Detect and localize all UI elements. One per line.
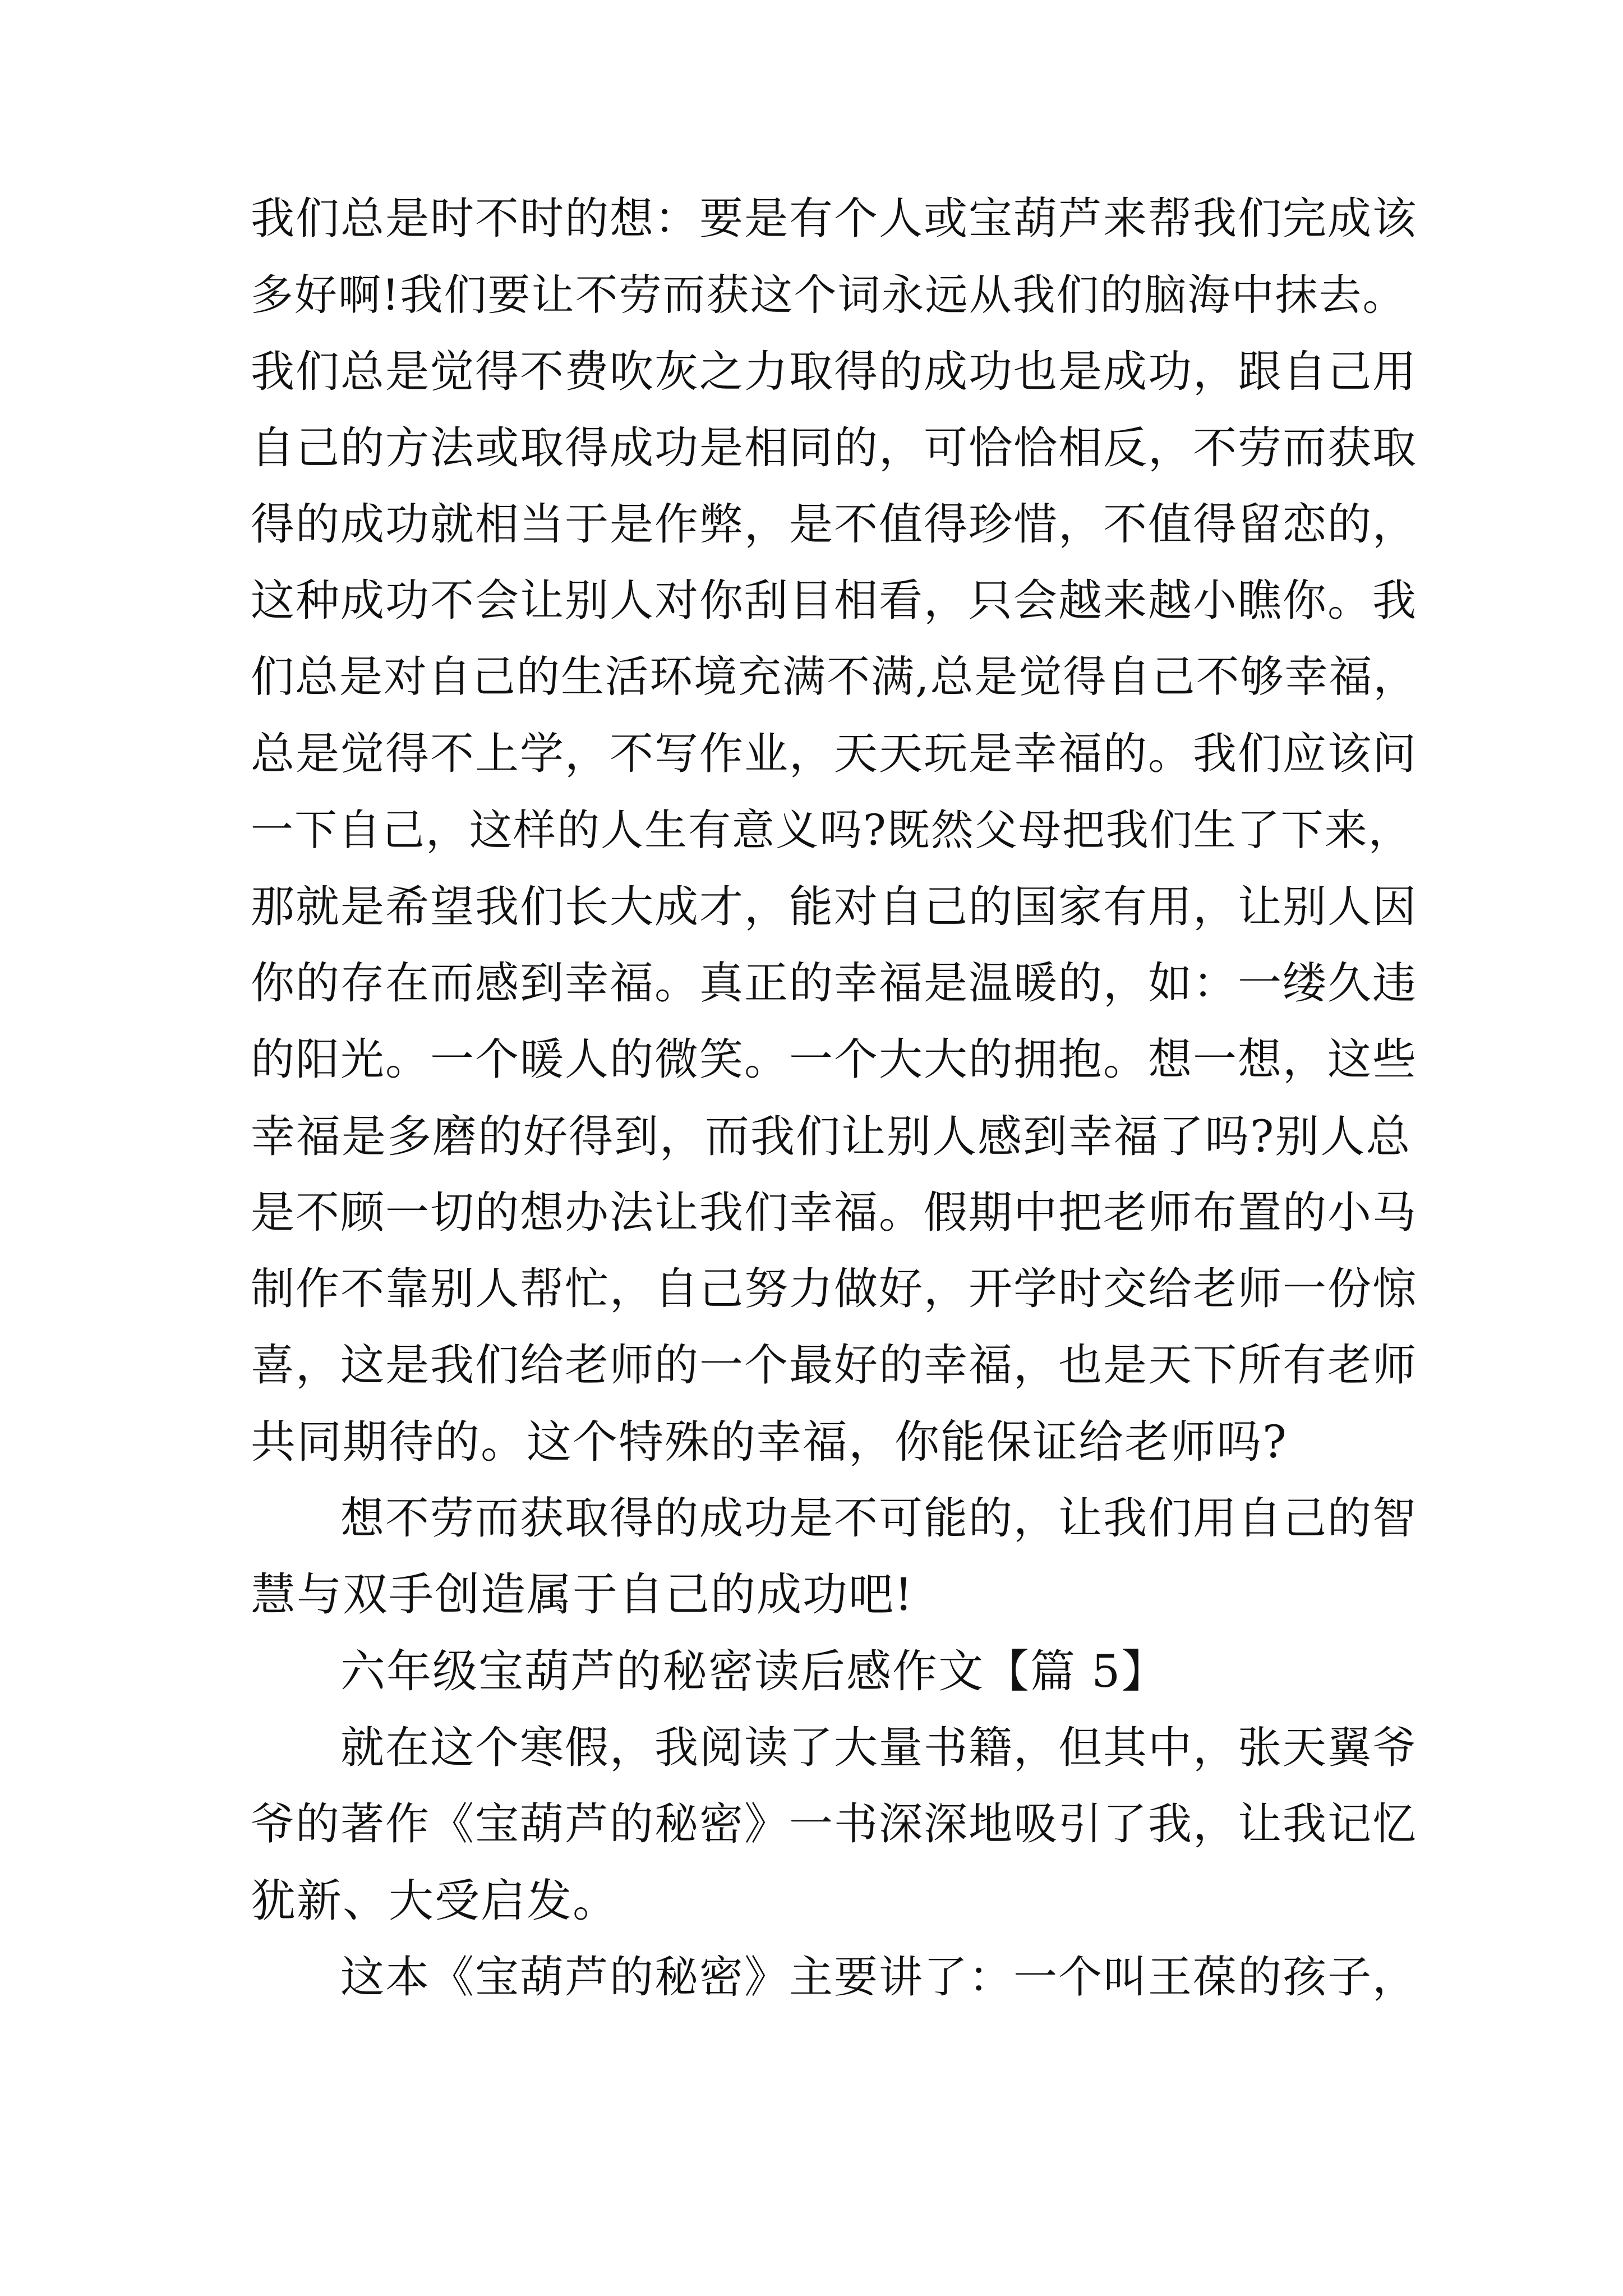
text-line: 慧与双手创造属于自己的成功吧! bbox=[251, 1568, 914, 1621]
text-line: 自己的方法或取得成功是相同的，可恰恰相反，不劳而获取 bbox=[251, 422, 1418, 473]
text-line: 的阳光。一个暖人的微笑。一个大大的拥抱。想一想，这些 bbox=[251, 1034, 1418, 1085]
essay-body bbox=[251, 181, 1417, 2016]
text-line: 犹新、大受启发。 bbox=[251, 1874, 619, 1927]
paragraph-first-line: 想不劳而获取得的成功是不可能的，让我们用自己的智 bbox=[340, 1493, 1418, 1544]
text-line: 幸福是多磨的好得到，而我们让别人感到幸福了吗?别人总 bbox=[251, 1110, 1412, 1162]
text-line: 多好啊!我们要让不劳而获这个词永远从我们的脑海中抹去。 bbox=[251, 270, 1407, 320]
text-line: 一下自己，这样的人生有意义吗?既然父母把我们生了下来， bbox=[251, 805, 1412, 855]
text-line: 我们总是时不时的想：要是有个人或宝葫芦来帮我们完成该 bbox=[251, 194, 1418, 244]
text-line: 总是觉得不上学，不写作业，天天玩是幸福的。我们应该问 bbox=[251, 729, 1418, 780]
text-line: 这种成功不会让别人对你刮目相看，只会越来越小瞧你。我 bbox=[251, 576, 1418, 627]
paragraph-first-line: 这本《宝葫芦的秘密》主要讲了：一个叫王葆的孩子， bbox=[340, 1952, 1418, 2003]
text-line: 制作不靠别人帮忙，自己努力做好，开学时交给老师一份惊 bbox=[251, 1264, 1418, 1315]
text-line: 你的存在而感到幸福。真正的幸福是温暖的，如：一缕久违 bbox=[251, 958, 1418, 1009]
text-line: 是不顾一切的想办法让我们幸福。假期中把老师布置的小马 bbox=[251, 1187, 1418, 1238]
text-line: 共同期待的。这个特殊的幸福，你能保证给老师吗? bbox=[251, 1415, 1288, 1468]
section-heading: 六年级宝葫芦的秘密读后感作文【篇 5】 bbox=[340, 1645, 1168, 1697]
paragraph-first-line: 就在这个寒假，我阅读了大量书籍，但其中，张天翼爷 bbox=[340, 1722, 1418, 1773]
text-line: 我们总是觉得不费吹灰之力取得的成功也是成功，跟自己用 bbox=[251, 346, 1418, 397]
text-line: 得的成功就相当于是作弊，是不值得珍惜，不值得留恋的， bbox=[251, 499, 1418, 550]
text-line: 喜，这是我们给老师的一个最好的幸福，也是天下所有老师 bbox=[251, 1340, 1418, 1391]
text-line: 爷的著作《宝葫芦的秘密》一书深深地吸引了我，让我记忆 bbox=[251, 1799, 1418, 1850]
text-line: 们总是对自己的生活环境充满不满,总是觉得自己不够幸福， bbox=[251, 652, 1418, 702]
text-line: 那就是希望我们长大成才，能对自己的国家有用，让别人因 bbox=[251, 881, 1418, 932]
